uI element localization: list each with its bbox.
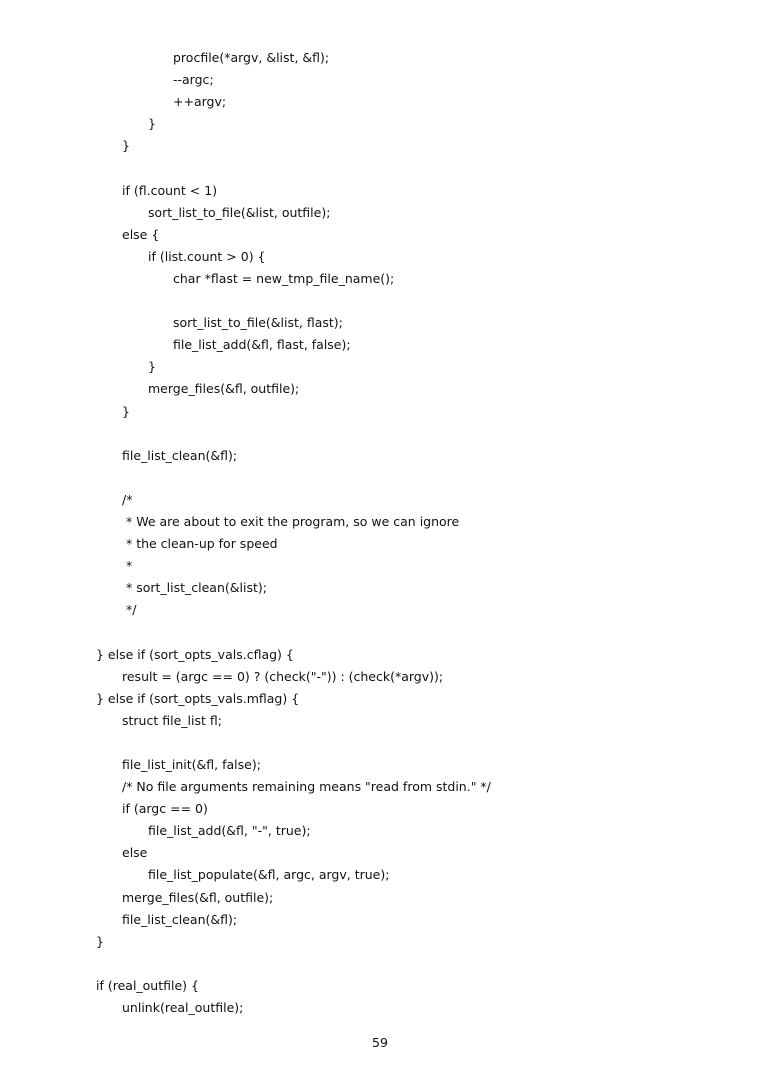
code-line-text: *	[122, 558, 133, 574]
code-line	[0, 378, 760, 400]
code-line-text: merge_files(&fl, outfile);	[122, 889, 274, 905]
code-line	[0, 533, 760, 555]
code-line-text: if (argc == 0)	[122, 801, 208, 817]
code-line-text: else {	[122, 226, 160, 242]
code-line-text: ++argv;	[173, 94, 227, 110]
code-line-text: file_list_clean(&fl);	[122, 911, 238, 927]
code-line	[0, 621, 760, 643]
code-line	[0, 489, 760, 511]
code-line	[0, 47, 760, 69]
code-line	[0, 268, 760, 290]
code-line	[0, 820, 760, 842]
code-line	[0, 356, 760, 378]
code-line-text: file_list_add(&fl, flast, false);	[173, 337, 351, 353]
code-line	[0, 157, 760, 179]
code-line-text: struct file_list fl;	[122, 712, 222, 728]
code-line	[0, 246, 760, 268]
code-line-text: file_list_add(&fl, "-", true);	[148, 823, 311, 839]
code-line-text: unlink(real_outfile);	[122, 1000, 244, 1016]
code-line	[0, 666, 760, 688]
code-line	[0, 710, 760, 732]
code-line	[0, 732, 760, 754]
code-line-text: if (real_outfile) {	[96, 977, 199, 993]
code-line-text: char *flast = new_tmp_file_name();	[173, 270, 395, 286]
code-line	[0, 113, 760, 135]
code-line-text: else	[122, 845, 148, 861]
code-line	[0, 224, 760, 246]
code-line	[0, 91, 760, 113]
code-line	[0, 953, 760, 975]
code-line-text: }	[122, 138, 130, 154]
code-line-text: * the clean-up for speed	[122, 536, 278, 552]
code-line	[0, 864, 760, 886]
code-line	[0, 931, 760, 953]
code-line	[0, 997, 760, 1019]
code-line	[0, 135, 760, 157]
code-line	[0, 555, 760, 577]
code-line-text: }	[96, 933, 104, 949]
code-line-text: sort_list_to_file(&list, flast);	[173, 315, 343, 331]
code-line	[0, 688, 760, 710]
code-line	[0, 445, 760, 467]
code-line-text: --argc;	[173, 72, 214, 88]
page-number: 59	[372, 1035, 388, 1050]
code-line	[0, 511, 760, 533]
code-line	[0, 423, 760, 445]
code-line	[0, 180, 760, 202]
code-line	[0, 69, 760, 91]
code-line-text: }	[148, 116, 156, 132]
code-line	[0, 798, 760, 820]
code-line	[0, 887, 760, 909]
code-line	[0, 975, 760, 997]
code-line-text: file_list_init(&fl, false);	[122, 757, 261, 772]
code-line-text: if (list.count > 0) {	[148, 248, 266, 264]
code-line	[0, 401, 760, 423]
code-line-text: } else if (sort_opts_vals.cflag) {	[96, 646, 294, 662]
code-line	[0, 312, 760, 334]
code-line-text: */	[122, 602, 137, 618]
code-line	[0, 909, 760, 931]
code-line	[0, 842, 760, 864]
code-line-text: result = (argc == 0) ? (check("-")) : (check(*argv));	[122, 668, 444, 684]
code-line	[0, 290, 760, 312]
code-line	[0, 467, 760, 489]
code-listing	[0, 47, 760, 1019]
code-line	[0, 202, 760, 224]
code-line	[0, 599, 760, 621]
code-line	[0, 577, 760, 599]
code-line-text: if (fl.count < 1)	[122, 182, 218, 198]
code-line-text: }	[122, 403, 130, 419]
code-line-text: * We are about to exit the program, so we can ignore	[122, 513, 460, 529]
code-line-text: } else if (sort_opts_vals.mflag) {	[96, 690, 300, 706]
code-line-text: /*	[122, 491, 133, 507]
code-line-text: procfile(*argv, &list, &fl);	[173, 50, 330, 65]
code-line-text: file_list_clean(&fl);	[122, 447, 238, 463]
code-line-text: file_list_populate(&fl, argc, argv, true);	[148, 867, 390, 883]
code-line	[0, 754, 760, 776]
code-line-text: merge_files(&fl, outfile);	[148, 381, 300, 397]
code-line-text: sort_list_to_file(&list, outfile);	[148, 204, 331, 220]
code-line-text: /* No file arguments remaining means "read from stdin." */	[122, 779, 491, 795]
code-line	[0, 334, 760, 356]
code-line	[0, 776, 760, 798]
code-line-text: }	[148, 359, 156, 375]
code-line-text: * sort_list_clean(&list);	[122, 580, 267, 596]
code-line	[0, 644, 760, 666]
